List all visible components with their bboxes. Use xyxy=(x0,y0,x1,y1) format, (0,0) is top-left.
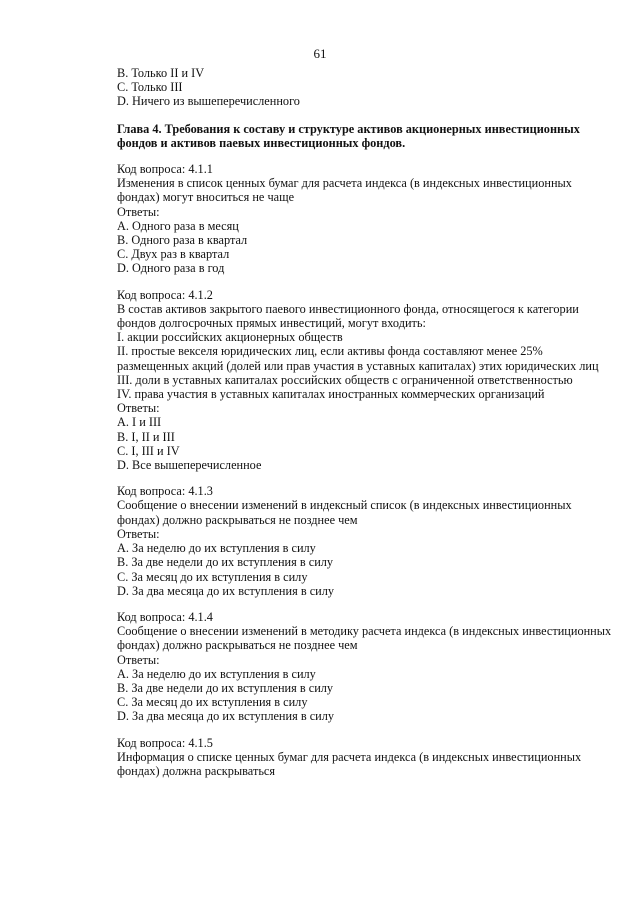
answer-option: C. Только III xyxy=(117,80,183,95)
answer-option: D. Все вышеперечисленное xyxy=(117,458,262,473)
answer-option: A. I и III xyxy=(117,415,162,430)
answer-option: B. I, II и III xyxy=(117,429,175,444)
answer-option: D. Одного раза в год xyxy=(117,261,225,276)
question-text: Сообщение о внесении изменений в индексный список (в индексных инвестиционных фондах) должно раскрываться не позднее чем xyxy=(117,498,572,527)
question-statement: II. простые векселя юридических лиц, если активы фонда составляют менее 25% размещенных акций (долей или прав участия в уставных капиталах) этих юридических лиц xyxy=(117,344,599,373)
answer-option: B. За две недели до их вступления в силу xyxy=(117,555,334,570)
question-text: Информация о списке ценных бумаг для расчета индекса (в индексных инвестиционных фондах) должна раскрываться xyxy=(117,749,582,778)
question-statement: IV. права участия в уставных капиталах иностранных коммерческих организаций xyxy=(117,387,545,402)
answer-option: C. I, III и IV xyxy=(117,443,180,458)
question-text: Изменения в список ценных бумаг для расчета индекса (в индексных инвестиционных фондах) могут вноситься не чаще xyxy=(117,176,572,205)
answer-option: A. Одного раза в месяц xyxy=(117,218,239,233)
question-code: Код вопроса: 4.1.1 xyxy=(117,162,213,177)
answers-label: Ответы: xyxy=(117,526,160,541)
question-text: В состав активов закрытого паевого инвестиционного фонда, относящегося к категории фондов долгосрочных прямых инвестиций, могут входить: xyxy=(117,301,579,331)
answer-option: B. За две недели до их вступления в силу xyxy=(117,680,334,695)
question-code: Код вопроса: 4.1.2 xyxy=(117,287,213,302)
question-code: Код вопроса: 4.1.3 xyxy=(117,484,213,499)
answer-option: D. За два месяца до их вступления в силу xyxy=(117,709,335,724)
question-statement: I. акции российских акционерных обществ xyxy=(117,330,343,345)
chapter-title: Глава 4. Требования к составу и структуре активов акционерных инвестиционных фондов и активов паевых инвестиционных фондов. xyxy=(117,121,580,150)
answer-option: C. Двух раз в квартал xyxy=(117,247,230,262)
answer-option: C. За месяц до их вступления в силу xyxy=(117,695,308,710)
question-block xyxy=(117,288,613,473)
question-block xyxy=(117,610,613,724)
answer-option: A. За неделю до их вступления в силу xyxy=(117,666,316,681)
question-text: Сообщение о внесении изменений в методику расчета индекса (в индексных инвестиционных фондах) должно раскрываться не позднее чем xyxy=(117,624,612,653)
page-number: 61 xyxy=(313,46,327,61)
question-statement: III. доли в уставных капиталах российских обществ с ограниченной ответственностью xyxy=(117,372,573,387)
question-block xyxy=(117,736,613,779)
question-list xyxy=(117,162,613,778)
answer-option: A. За неделю до их вступления в силу xyxy=(117,541,316,556)
question-code: Код вопроса: 4.1.5 xyxy=(117,735,213,750)
answers-label: Ответы: xyxy=(117,204,160,219)
question-block xyxy=(117,484,613,598)
answer-option: B. Только II и IV xyxy=(117,66,205,80)
answers-label: Ответы: xyxy=(117,652,160,667)
answer-option: C. За месяц до их вступления в силу xyxy=(117,569,308,584)
question-block xyxy=(117,162,613,276)
answer-option: D. За два месяца до их вступления в силу xyxy=(117,583,335,598)
answers-label: Ответы: xyxy=(117,401,160,416)
answer-option: D. Ничего из вышеперечисленного xyxy=(117,94,300,109)
answer-option: B. Одного раза в квартал xyxy=(117,233,248,248)
question-code: Код вопроса: 4.1.4 xyxy=(117,609,213,624)
previous-question-answers xyxy=(117,66,613,109)
document-body xyxy=(117,66,613,778)
